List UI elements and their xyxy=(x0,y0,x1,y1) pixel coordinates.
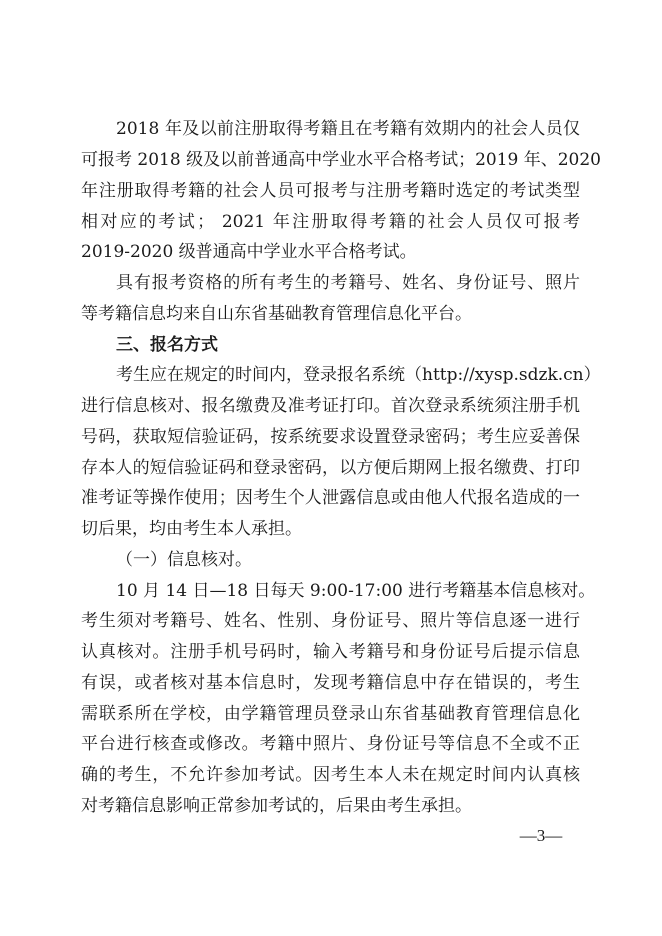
paragraph-4-line-8: 对考籍信息影响正常参加考试的，后果由考生承担。 xyxy=(81,796,472,816)
paragraph-4-line-2: 考生须对考籍号、姓名、性别、身份证号、照片等信息逐一进行 xyxy=(81,611,580,631)
page-number: —3— xyxy=(519,826,563,845)
paragraph-3-line-4: 存本人的短信验证码和登录密码，以方便后期网上报名缴费、打印 xyxy=(81,458,580,478)
paragraph-3-line-3: 号码，获取短信验证码，按系统要求设置登录密码；考生应妥善保 xyxy=(81,427,580,447)
paragraph-4-line-4: 有误，或者核对基本信息时，发现考籍信息中存在错误的，考生 xyxy=(81,673,580,693)
paragraph-4-line-3: 认真核对。注册手机号码时，输入考籍号和身份证号后提示信息 xyxy=(81,642,580,662)
paragraph-3-line-5: 准考证等操作使用；因考生个人泄露信息或由他人代报名造成的一 xyxy=(81,488,580,508)
paragraph-1-line-5: 2019-2020 级普通高中学业水平合格考试。 xyxy=(81,242,417,262)
subsection-heading-info-verification: （一）信息核对。 xyxy=(116,550,252,570)
paragraph-4-line-6: 平台进行核查或修改。考籍中照片、身份证号等信息不全或不正 xyxy=(81,734,580,754)
paragraph-1-line-4: 相对应的考试； 2021 年注册取得考籍的社会人员仅可报考 xyxy=(81,212,580,232)
paragraph-3-line-6: 切后果，均由考生本人承担。 xyxy=(81,519,302,539)
paragraph-4-line-7: 确的考生，不允许参加考试。因考生本人未在规定时间内认真核 xyxy=(81,765,580,785)
section-heading-registration-method: 三、报名方式 xyxy=(116,335,218,355)
paragraph-4-line-1: 10 月 14 日—18 日每天 9:00-17:00 进行考籍基本信息核对。 xyxy=(116,581,596,601)
paragraph-1-line-3: 年注册取得考籍的社会人员可报考与注册考籍时选定的考试类型 xyxy=(81,181,580,201)
paragraph-3-line-2: 进行信息核对、报名缴费及准考证打印。首次登录系统须注册手机 xyxy=(81,396,580,416)
paragraph-3-line-1: 考生应在规定的时间内，登录报名系统（http://xysp.sdzk.cn） xyxy=(116,365,601,385)
paragraph-2-line-1: 具有报考资格的所有考生的考籍号、姓名、身份证号、照片 xyxy=(116,273,580,293)
paragraph-1-line-2: 可报考 2018 级及以前普通高中学业水平合格考试；2019 年、2020 xyxy=(81,150,602,170)
paragraph-2-line-2: 等考籍信息均来自山东省基础教育管理信息化平台。 xyxy=(81,304,472,324)
paragraph-4-line-5: 需联系所在学校，由学籍管理员登录山东省基础教育管理信息化 xyxy=(81,704,580,724)
paragraph-1-line-1: 2018 年及以前注册取得考籍且在考籍有效期内的社会人员仅 xyxy=(116,119,580,139)
